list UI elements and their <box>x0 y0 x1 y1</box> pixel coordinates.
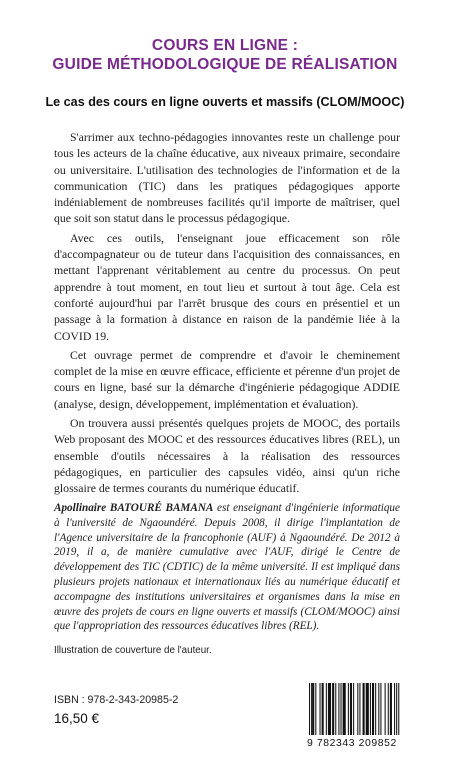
barcode-bar <box>380 683 381 735</box>
barcode-bar <box>363 683 365 735</box>
barcode-bar <box>315 683 316 735</box>
barcode-bar <box>332 683 334 735</box>
book-title <box>0 36 450 74</box>
barcode-bar <box>372 683 374 735</box>
barcode-bar <box>388 683 389 735</box>
barcode-bar <box>378 683 379 735</box>
blurb-paragraph-4: On trouvera aussi présentés quelques projets de MOOC, des portails Web proposant des MOOC et des ressources éducatives libres (REL), un ensemble d'outils nécessaires à la réalisation des ressources pédagogiques, en particulier des capsules vidéo, ainsi qu'un riche glossaire de termes courants du numérique éducatif. <box>54 416 400 496</box>
author-name: Apollinaire BATOURÉ BAMANA <box>54 502 214 514</box>
barcode-bar <box>390 683 392 735</box>
barcode-bar <box>343 683 346 735</box>
barcode-bar <box>353 683 354 735</box>
barcode-digits: 9 782343 209852 <box>305 738 447 749</box>
barcode-bar <box>398 683 399 735</box>
blurb-paragraph-1: S'arrimer aux techno-pédagogies innovantes reste un challenge pour tous les acteurs de la chaîne éducative, aux niveaux primaire, secondaire ou universitaire. L'utilisation des technologies de l'information et de la communication (TIC) dans les pratiques pédagogiques apporte indéniablement de nombreuses facilités qu'il importe de maîtriser, quel que soit son statut dans le processus pédagogique. <box>54 130 400 226</box>
barcode <box>305 683 450 745</box>
author-bio <box>54 501 400 634</box>
barcode-bar <box>322 683 324 735</box>
barcode-bars <box>305 683 447 739</box>
barcode-bar <box>328 683 331 735</box>
title-line-2: GUIDE MÉTHODOLOGIQUE DE RÉALISATION <box>52 56 398 73</box>
blurb-paragraph-2: Avec ces outils, l'enseignant joue efficacement son rôle d'accompagnateur ou de tuteur dans l'acquisition des connaissances, en mettant l'apprenant véritablement au centre du processus. On peut apprendre à tout moment, en tout lieu et surtout à tout âge. Cela est conforté aujourd'hui par l'arrêt brusque des cours en présentiel et un passage à la formation à distance en raison de la pandémie liée à la COVID 19. <box>54 230 400 343</box>
barcode-bar <box>385 683 386 735</box>
barcode-bar <box>350 683 352 735</box>
barcode-bar <box>309 683 310 735</box>
barcode-bar <box>394 683 395 735</box>
barcode-bar <box>348 683 349 735</box>
barcode-bar <box>359 683 360 735</box>
price: 16,50 € <box>54 711 100 726</box>
barcode-bar <box>370 683 371 735</box>
blurb <box>54 129 400 500</box>
barcode-bar <box>326 683 327 735</box>
barcode-bar <box>375 683 376 735</box>
barcode-bar <box>396 683 397 735</box>
blurb-paragraph-3: Cet ouvrage permet de comprendre et d'avoir le cheminement complet de la mise en œuvre efficace, efficiente et pérenne d'un projet de cours en ligne, basé sur la démarche d'ingénierie pédagogique ADDIE (analyse, design, développement, implémentation et évaluation). <box>54 347 400 411</box>
isbn: ISBN : 978-2-343-20985-2 <box>54 694 179 706</box>
illustration-credit: Illustration de couverture de l'auteur. <box>54 645 212 656</box>
title-line-1: COURS EN LIGNE : <box>151 37 299 54</box>
barcode-bar <box>311 683 312 735</box>
author-bio-text: est enseignant d'ingénierie informatique à l'université de Ngaoundéré. Depuis 2008, il dirige l'implantation de l'Agence universitaire de la francophonie (AUF) à Ngaoundéré. De 2012 à 2019, il a, de manière cumulative avec l'AUF, dirigé le Centre de développement des TIC (CDTIC) de la même université. Il est impliqué dans plusieurs projets nationaux et internationaux liés au numérique éducatif et accompagne des institutions universitaires et organismes dans la mise en œuvre des projets de cours en ligne ouverts et massifs (CLOM/MOOC) ainsi que l'appropriation des ressources éducatives libres (REL). <box>54 502 400 633</box>
book-subtitle: Le cas des cours en ligne ouverts et massifs (CLOM/MOOC) <box>45 95 405 109</box>
barcode-bar <box>366 683 369 735</box>
barcode-bar <box>335 683 336 735</box>
barcode-bar <box>338 683 339 735</box>
barcode-bar <box>320 683 321 735</box>
barcode-bar <box>312 683 314 735</box>
barcode-bar <box>357 683 358 735</box>
barcode-bar <box>341 683 342 735</box>
